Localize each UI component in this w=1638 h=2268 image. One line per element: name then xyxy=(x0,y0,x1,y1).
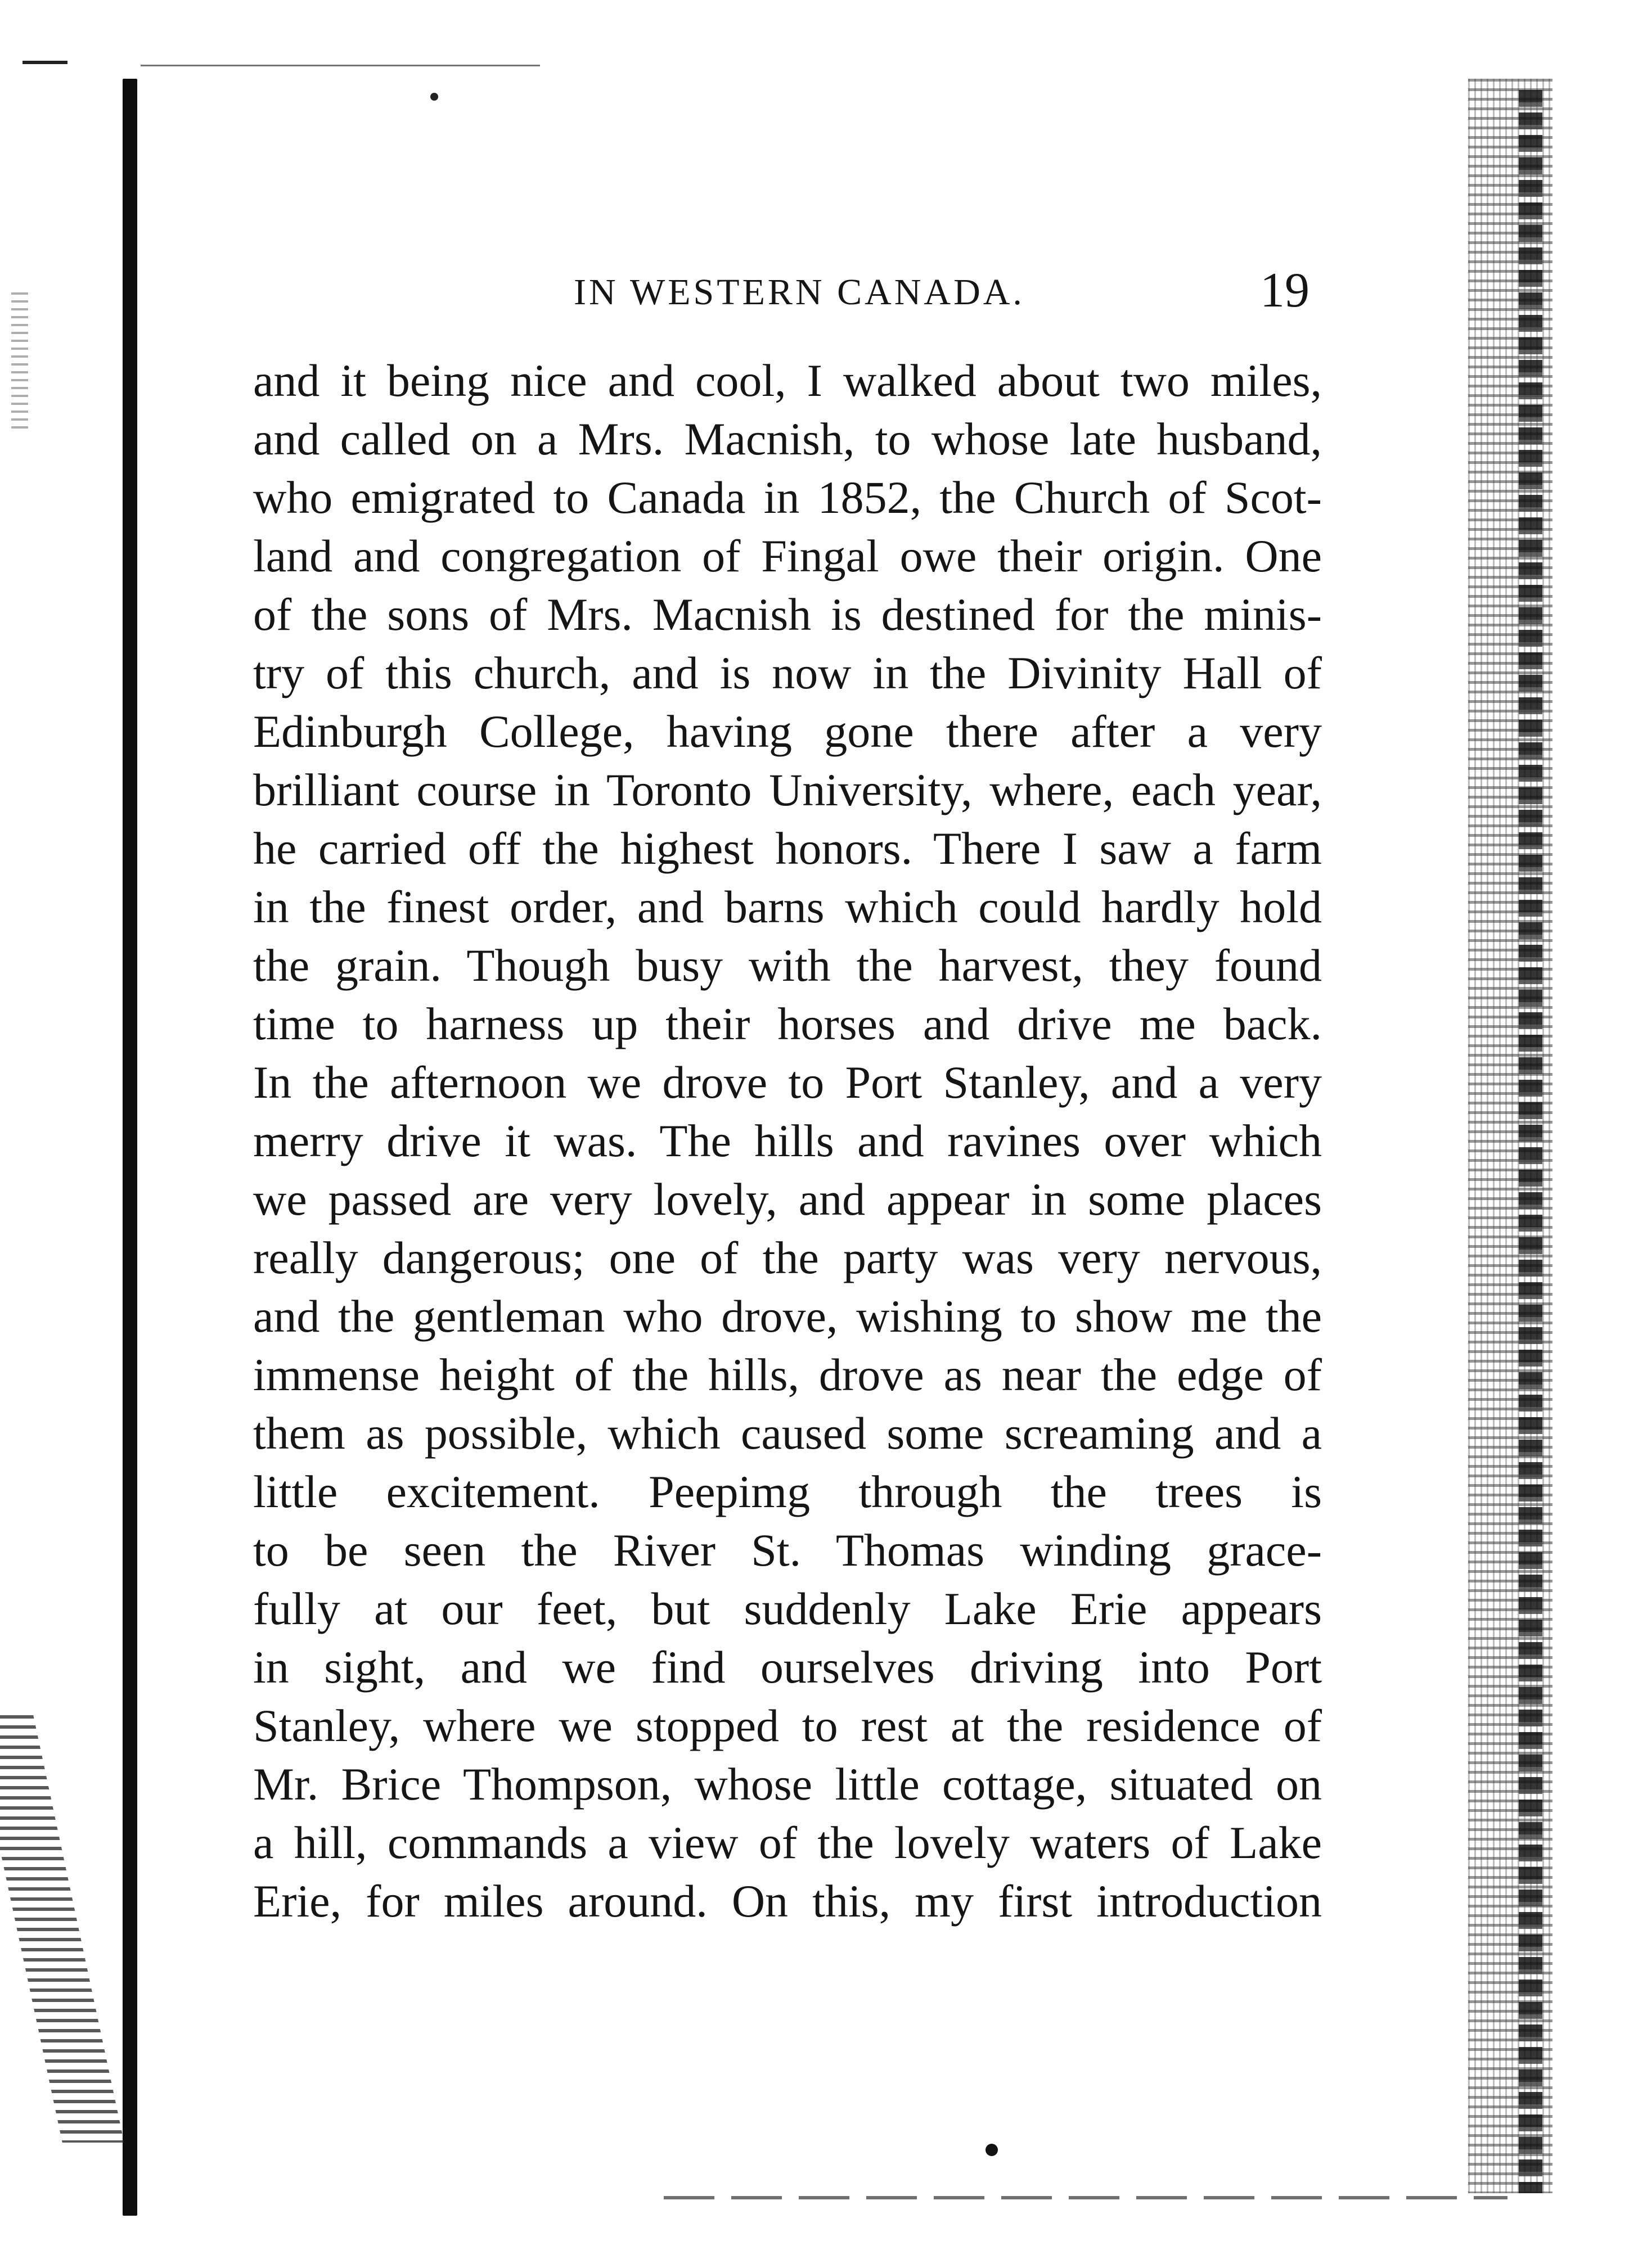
text-line: land and congregation of Fingal owe their origin. One xyxy=(253,530,1322,581)
text-line: little excitement. Peepimg through the trees is xyxy=(253,1466,1322,1517)
text-line: merry drive it was. The hills and ravines over which xyxy=(253,1115,1322,1166)
text-line: Edinburgh College, having gone there after a very xyxy=(253,706,1322,757)
running-header-title: IN WESTERN CANADA. xyxy=(574,272,1025,313)
text-line: them as possible, which caused some screaming and a xyxy=(253,1408,1322,1459)
text-line: Erie, for miles around. On this, my first introduction xyxy=(253,1875,1322,1927)
text-line: and it being nice and cool, I walked about two miles, xyxy=(253,355,1322,406)
scan-noise-left-lower xyxy=(0,1715,124,2143)
text-line: Stanley, where we stopped to rest at the residence of xyxy=(253,1700,1322,1751)
ink-speck-bottom xyxy=(986,2144,998,2156)
text-line: who emigrated to Canada in 1852, the Church of Scot- xyxy=(253,472,1322,523)
text-line: try of this church, and is now in the Divinity Hall of xyxy=(253,647,1322,698)
page-top-edge xyxy=(141,65,540,66)
text-line: really dangerous; one of the party was very nervous, xyxy=(253,1232,1322,1283)
text-line: the grain. Though busy with the harvest, they found xyxy=(253,940,1322,991)
scan-noise-left xyxy=(11,292,28,433)
scan-mark-top-left xyxy=(22,61,68,64)
text-line: we passed are very lovely, and appear in some places xyxy=(253,1174,1322,1225)
text-line: brilliant course in Toronto University, where, each year, xyxy=(253,764,1322,815)
text-line: Mr. Brice Thompson, whose little cottage, situated on xyxy=(253,1759,1322,1810)
text-line: in the finest order, and barns which could hardly hold xyxy=(253,881,1322,932)
text-line: fully at our feet, but suddenly Lake Erie appears xyxy=(253,1583,1322,1634)
text-line: time to harness up their horses and drive me back. xyxy=(253,998,1322,1049)
page-bottom-edge xyxy=(664,2196,1508,2199)
page-number: 19 xyxy=(1260,263,1310,318)
text-line: he carried off the highest honors. There I saw a farm xyxy=(253,823,1322,874)
text-line: of the sons of Mrs. Macnish is destined for the minis- xyxy=(253,589,1322,640)
text-line: In the afternoon we drove to Port Stanley, and a very xyxy=(253,1057,1322,1108)
body-paragraph xyxy=(253,351,1322,1931)
binding-shadow-right xyxy=(1519,90,1542,2193)
ink-speck xyxy=(430,93,438,101)
text-line: a hill, commands a view of the lovely waters of Lake xyxy=(253,1817,1322,1868)
text-line: in sight, and we find ourselves driving into Port xyxy=(253,1642,1322,1693)
text-line: immense height of the hills, drove as near the edge of xyxy=(253,1349,1322,1400)
text-line: and called on a Mrs. Macnish, to whose late husband, xyxy=(253,413,1322,465)
text-line: to be seen the River St. Thomas winding grace- xyxy=(253,1525,1322,1576)
binding-shadow-left xyxy=(123,79,137,2216)
text-line: and the gentleman who drove, wishing to show me the xyxy=(253,1291,1322,1342)
